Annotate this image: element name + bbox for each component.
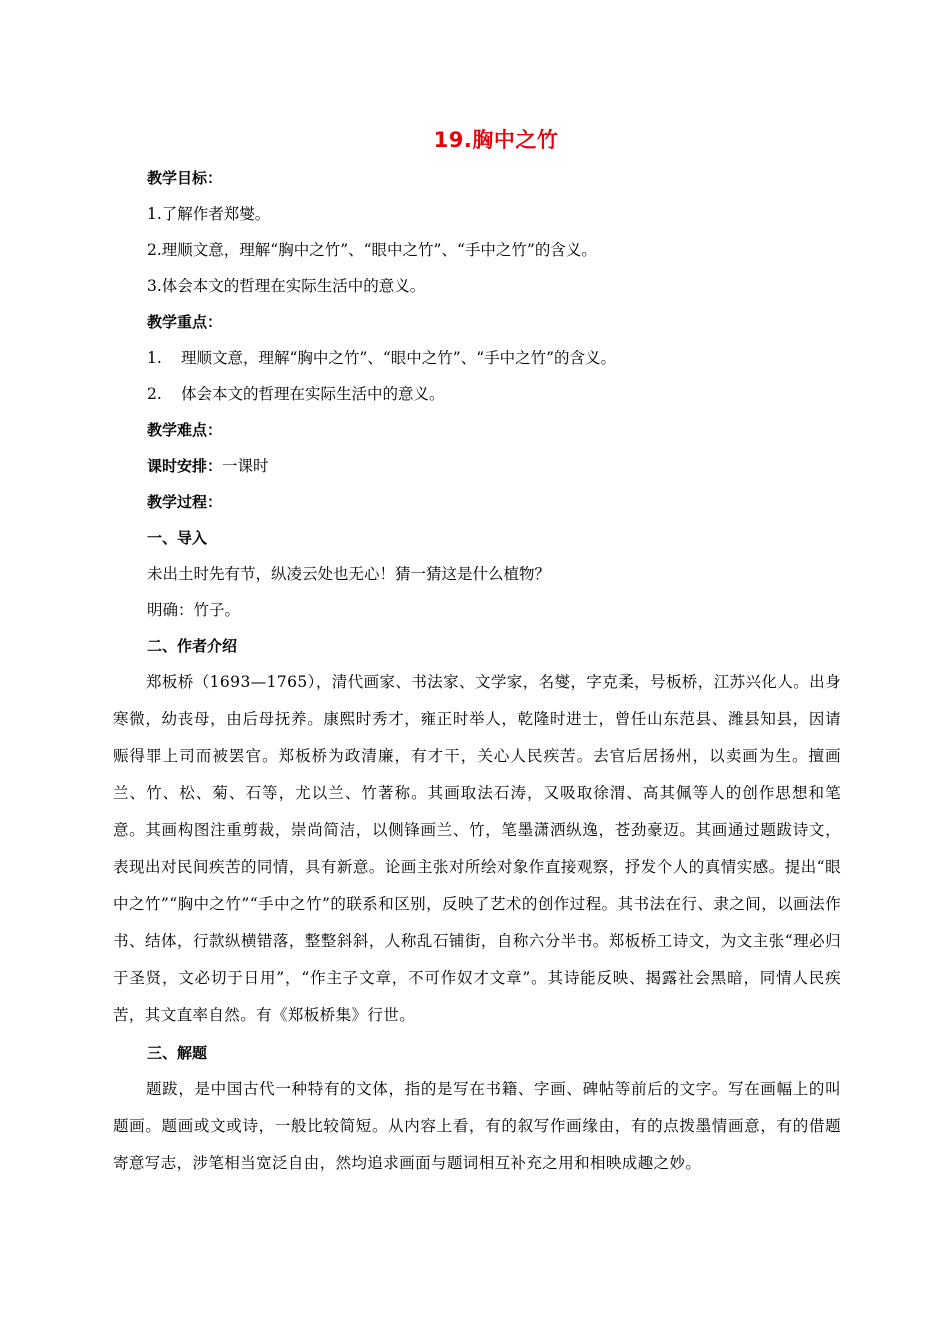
key-point-item: [113, 376, 841, 412]
key-point-text: 理顺文意，理解“胸中之竹”、“眼中之竹”、“手中之竹”的含义。: [181, 349, 617, 367]
author-paragraph: 郑板桥（1693—1765），清代画家、书法家、文学家，名燮，字克柔，号板桥，江苏兴化人。出身寒微，幼丧母，由后母抚养。康熙时秀才，雍正时举人，乾隆时进士，曾任山东范县、潍县知县，因请赈得罪上司而被罢官。郑板桥为政清廉，有才干，关心人民疾苦。去官后居扬州，以卖画为生。擅画兰、竹、松、菊、石等，尤以兰、竹著称。其画取法石涛，又吸取徐渭、高其佩等人的创作思想和笔意。其画构图注重剪裁，崇尚简洁，以侧锋画兰、竹，笔墨潇洒纵逸，苍劲豪迈。其画通过题跋诗文，表现出对民间疾苦的同情，具有新意。论画主张对所绘对象作直接观察，抒发个人的真情实感。提出“眼中之竹”“胸中之竹”“手中之竹”的联系和区别，反映了艺术的创作过程。其书法在行、隶之间，以画法作书、结体，行款纵横错落，整整斜斜，人称乱石铺街，自称六分半书。郑板桥工诗文，为文主张“理必归于圣贤，文必切于日用”，“作主子文章，不可作奴才文章”。其诗能反映、揭露社会黑暗，同情人民疾苦，其文直率自然。有《郑板桥集》行世。: [113, 673, 841, 1024]
intro-riddle: 未出土时先有节，纵凌云处也无心！猜一猜这是什么植物？: [147, 565, 551, 583]
section-intro-heading: 一、导入: [147, 529, 208, 547]
schedule-line: [113, 448, 841, 484]
title-explanation-paragraph: 题跋，是中国古代一种特有的文体，指的是写在书籍、字画、碑帖等前后的文字。写在画幅上的叫题画。题画或文或诗，一般比较简短。从内容上看，有的叙写作画缘由，有的点拨墨情画意，有的借题寄意写志，涉笔相当宽泛自由，然均追求画面与题词相互补充之用和相映成趣之妙。: [113, 1080, 841, 1172]
process-heading: 教学过程：: [147, 493, 223, 511]
objective-item: 3.体会本文的哲理在实际生活中的意义。: [147, 277, 426, 295]
key-point-number: 1.: [147, 349, 162, 367]
objectives-heading: 教学目标：: [147, 169, 223, 187]
key-point-item: [113, 340, 841, 376]
schedule-value: 一课时: [222, 457, 269, 475]
key-point-number: 2.: [147, 385, 162, 403]
objective-item: 1.了解作者郑燮。: [147, 205, 271, 223]
key-points-heading: 教学重点：: [147, 313, 223, 331]
document-body: [113, 160, 841, 1182]
schedule-heading: 课时安排：: [147, 457, 223, 475]
document-title: 19.胸中之竹: [433, 128, 559, 152]
section-title-heading: 三、解题: [147, 1044, 208, 1062]
objective-item: 2.理顺文意，理解“胸中之竹”、“眼中之竹”、“手中之竹”的含义。: [147, 241, 597, 259]
difficulty-heading: 教学难点：: [147, 421, 223, 439]
key-point-text: 体会本文的哲理在实际生活中的意义。: [181, 385, 445, 403]
intro-answer: 明确：竹子。: [147, 601, 241, 619]
section-author-heading: 二、作者介绍: [147, 637, 238, 655]
